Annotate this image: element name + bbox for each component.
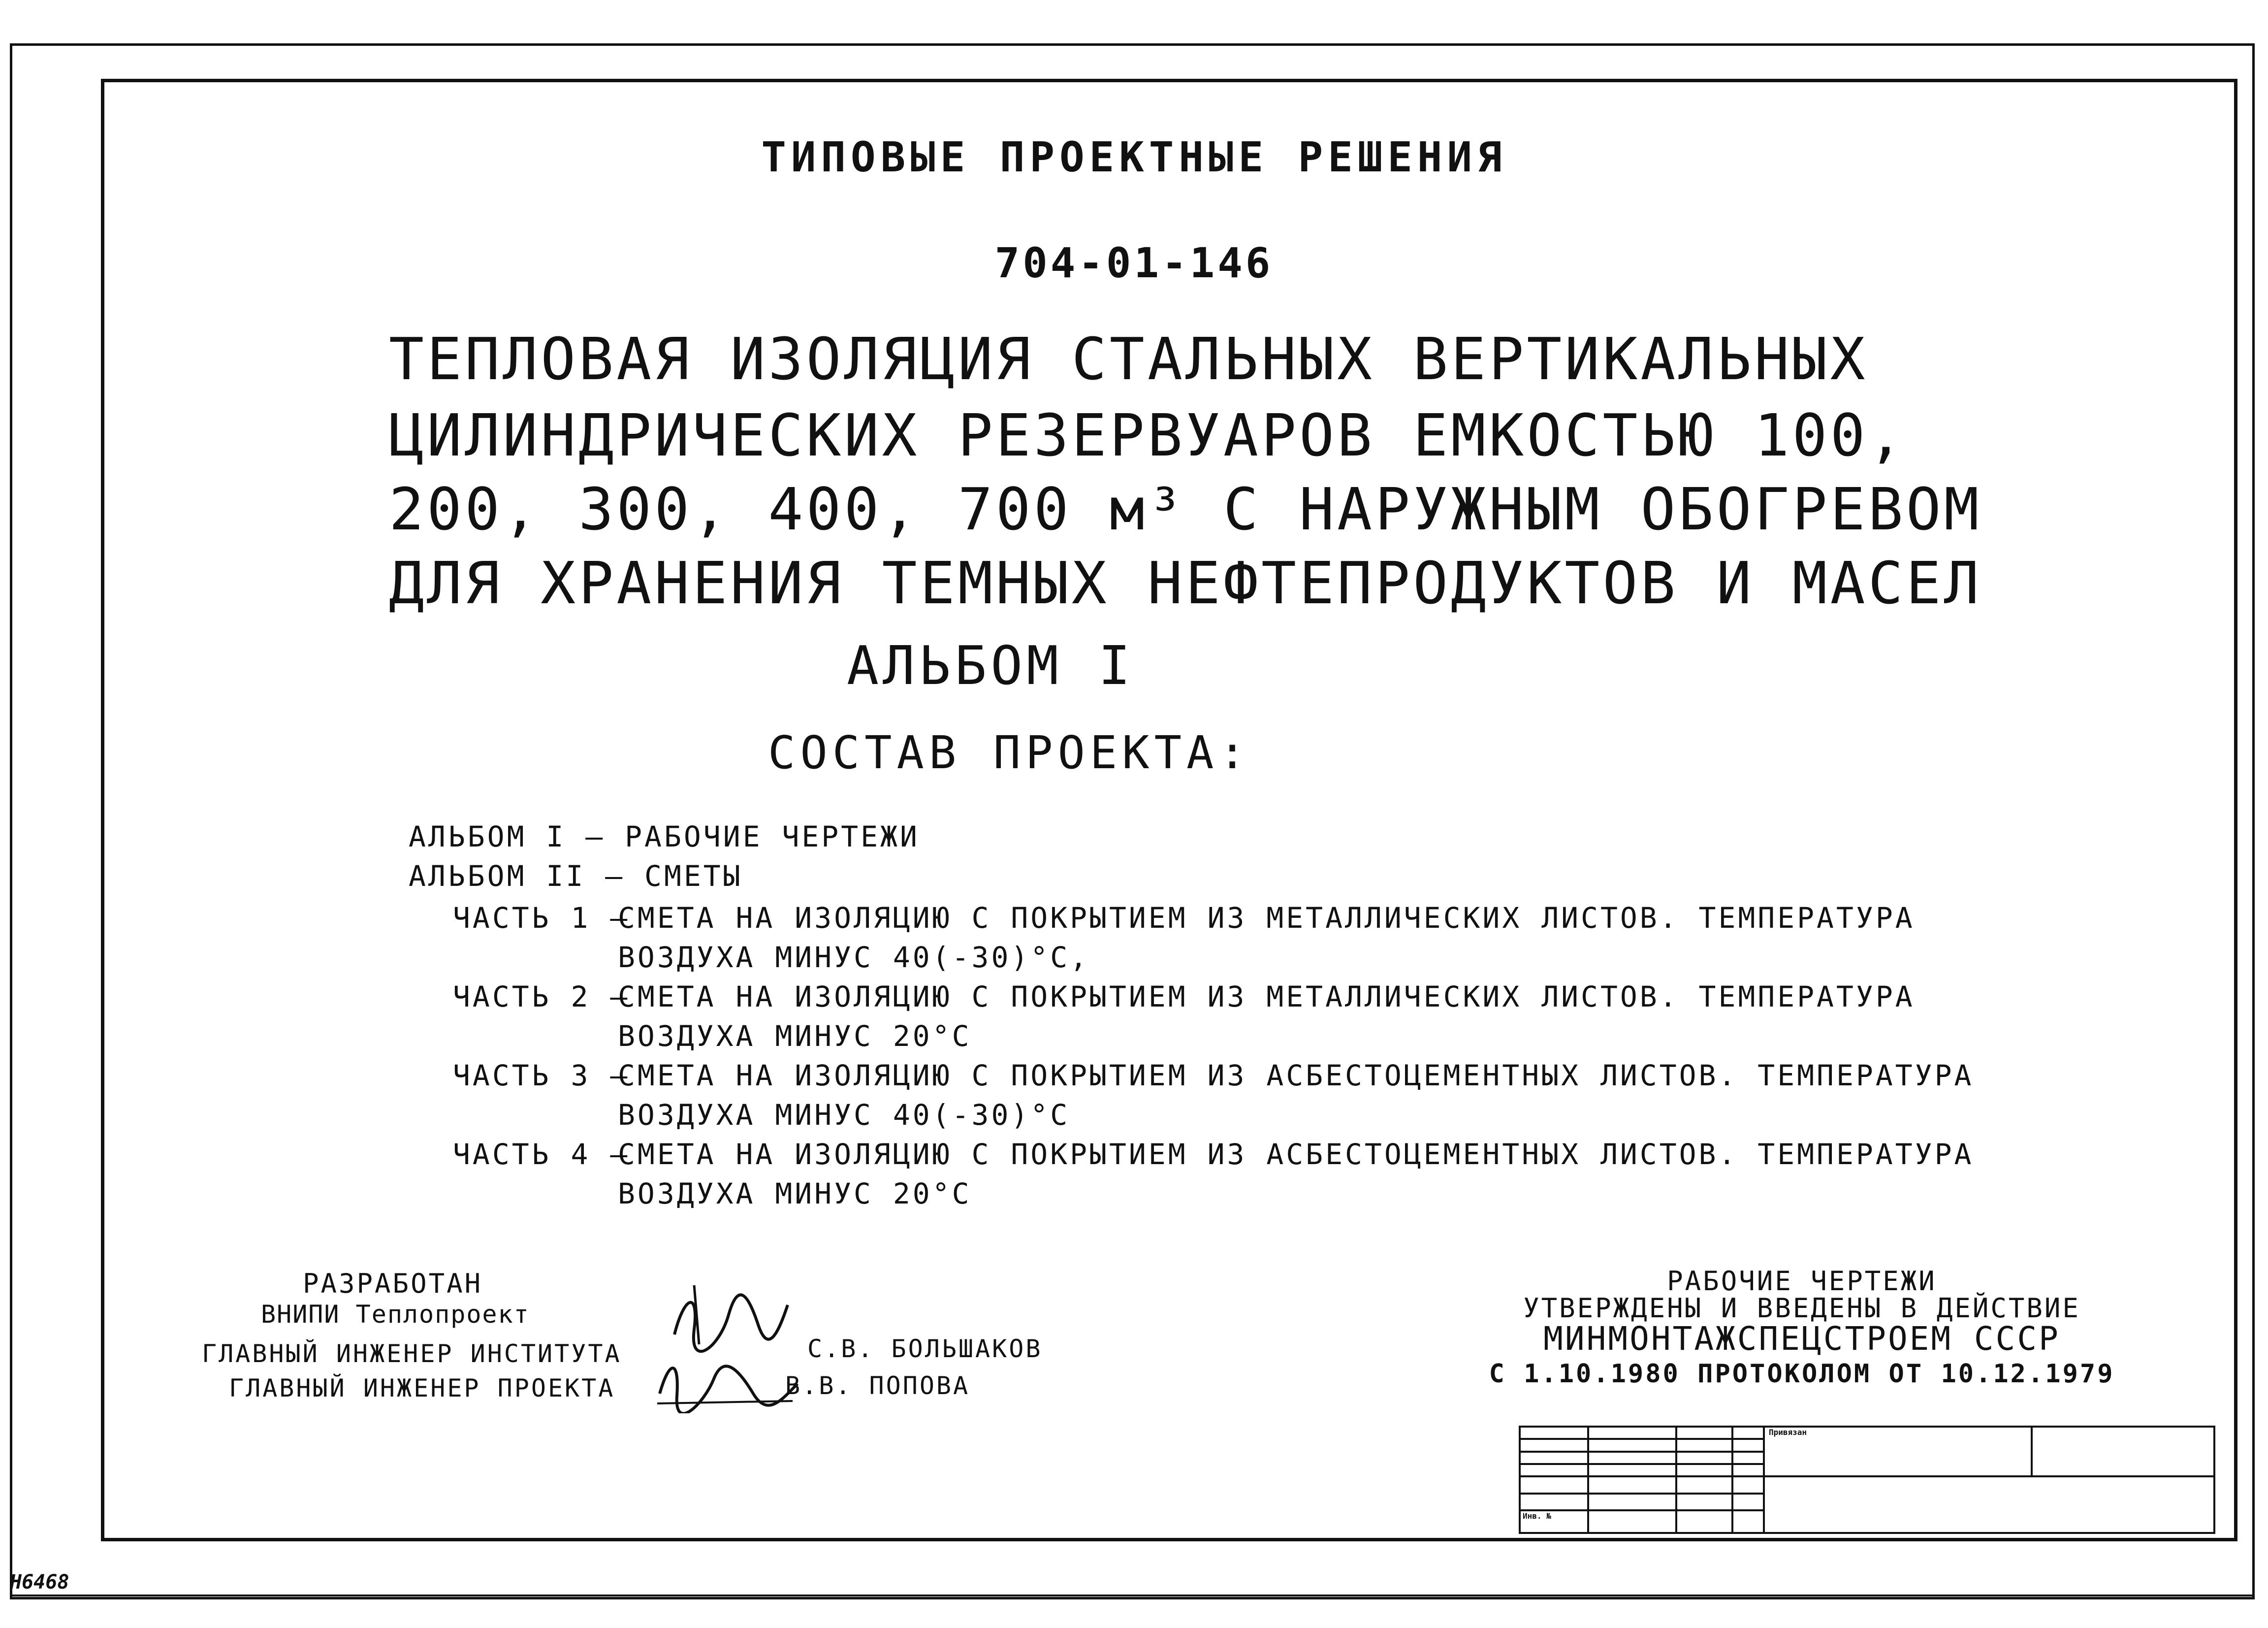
part-3-line-2: ВОЗДУХА МИНУС 40(-30)°С [618, 1098, 1070, 1132]
developed-by-label: РАЗРАБОТАН [303, 1268, 483, 1299]
approval-line-4: С 1.10.1980 ПРОТОКОЛОМ ОТ 10.12.1979 [1489, 1359, 2115, 1389]
document-code: 704-01-146 [994, 239, 1274, 287]
composition-heading: СОСТАВ ПРОЕКТА: [768, 726, 1251, 779]
part-3-label: ЧАСТЬ 3 – [453, 1059, 630, 1092]
title-line-4: ДЛЯ ХРАНЕНИЯ ТЕМНЫХ НЕФТЕПРОДУКТОВ И МАСЕЛ [389, 549, 1982, 617]
archive-number: Н6468 [10, 1571, 69, 1594]
title-line-2: ЦИЛИНДРИЧЕСКИХ РЕЗЕРВУАРОВ ЕМКОСТЬЮ 100, [389, 401, 1906, 469]
chief-engineer-project-role: ГЛАВНЫЙ ИНЖЕНЕР ПРОЕКТА [229, 1374, 615, 1402]
album-2-item: АЛЬБОМ II – СМЕТЫ [409, 859, 743, 893]
part-4-line-2: ВОЗДУХА МИНУС 20°С [618, 1177, 972, 1210]
part-2-line-2: ВОЗДУХА МИНУС 20°С [618, 1019, 972, 1053]
part-4-line-1: СМЕТА НА ИЗОЛЯЦИЮ С ПОКРЫТИЕМ ИЗ АСБЕСТОЦЕМЕНТНЫХ ЛИСТОВ. ТЕМПЕРАТУРА [618, 1138, 1974, 1171]
chief-engineer-institute-role: ГЛАВНЫЙ ИНЖЕНЕР ИНСТИТУТА [202, 1339, 622, 1368]
approval-line-2: УТВЕРЖДЕНЫ И ВВЕДЕНЫ В ДЕЙСТВИЕ [1523, 1293, 2080, 1324]
part-2-label: ЧАСТЬ 2 – [453, 980, 630, 1013]
chief-engineer-project-name: В.В. ПОПОВА [785, 1371, 970, 1400]
album-title: АЛЬБОМ I [847, 635, 1135, 697]
chief-engineer-institute-name: С.В. БОЛЬШАКОВ [807, 1335, 1043, 1363]
approval-line-3: МИНМОНТАЖСПЕЦСТРОЕМ СССР [1543, 1320, 2060, 1358]
developer-institute: ВНИПИ Теплопроект [261, 1300, 530, 1329]
bottom-trim-line [10, 1595, 2255, 1596]
signature-2 [655, 1349, 802, 1413]
part-4-label: ЧАСТЬ 4 – [453, 1138, 630, 1171]
signature-1 [665, 1275, 793, 1359]
series-heading: ТИПОВЫЕ ПРОЕКТНЫЕ РЕШЕНИЯ [761, 133, 1507, 181]
attached-label: Привязан [1769, 1428, 1807, 1437]
part-1-line-2: ВОЗДУХА МИНУС 40(-30)°С, [618, 941, 1090, 974]
approval-line-1: РАБОЧИЕ ЧЕРТЕЖИ [1667, 1266, 1937, 1297]
album-1-item: АЛЬБОМ I – РАБОЧИЕ ЧЕРТЕЖИ [409, 820, 920, 853]
part-3-line-1: СМЕТА НА ИЗОЛЯЦИЮ С ПОКРЫТИЕМ ИЗ АСБЕСТОЦЕМЕНТНЫХ ЛИСТОВ. ТЕМПЕРАТУРА [618, 1059, 1974, 1092]
inventory-label: Инв. № [1523, 1511, 1551, 1521]
title-line-3: 200, 300, 400, 700 м³ С НАРУЖНЫМ ОБОГРЕВОМ [389, 475, 1982, 543]
part-1-label: ЧАСТЬ 1 – [453, 901, 630, 935]
part-1-line-1: СМЕТА НА ИЗОЛЯЦИЮ С ПОКРЫТИЕМ ИЗ МЕТАЛЛИЧЕСКИХ ЛИСТОВ. ТЕМПЕРАТУРА [618, 901, 1915, 935]
title-line-1: ТЕПЛОВАЯ ИЗОЛЯЦИЯ СТАЛЬНЫХ ВЕРТИКАЛЬНЫХ [389, 325, 1868, 393]
part-2-line-1: СМЕТА НА ИЗОЛЯЦИЮ С ПОКРЫТИЕМ ИЗ МЕТАЛЛИЧЕСКИХ ЛИСТОВ. ТЕМПЕРАТУРА [618, 980, 1915, 1013]
stamp-grid [1519, 1426, 2215, 1534]
